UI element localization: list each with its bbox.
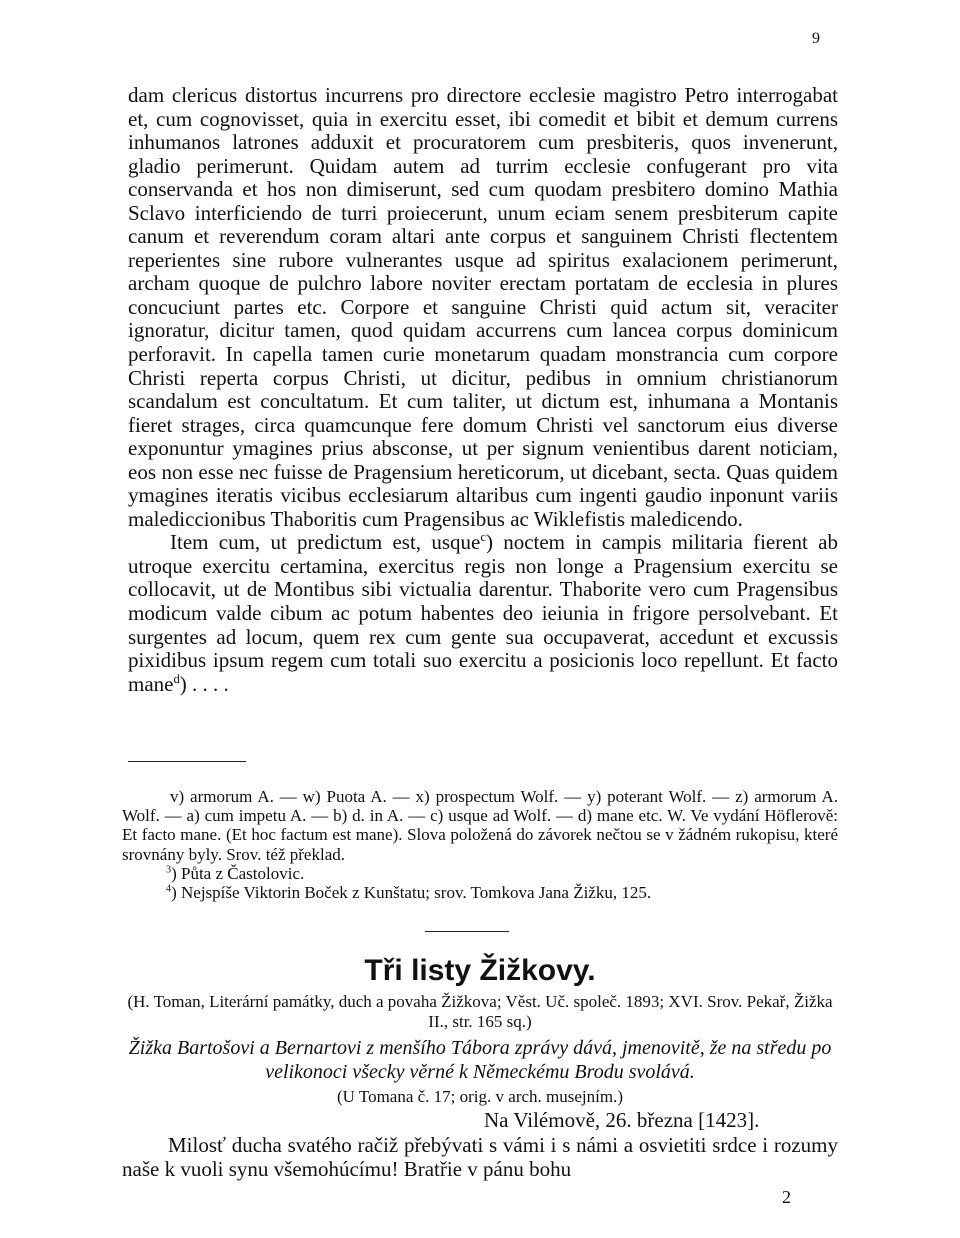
letter-dateline: Na Vilémově, 26. března [1423]. — [484, 1108, 760, 1132]
footnote-ref-d: d — [173, 671, 180, 686]
section-source: (H. Toman, Literární památky, duch a povaha Žižkova; Věst. Uč. společ. 1893; XVI. Srov. Pekař, Žižka II., str. 165 sq.) — [127, 992, 833, 1031]
footnote-4-mark: 4 — [166, 883, 172, 895]
footnote-ref-c: c — [480, 530, 486, 545]
paragraph-2-start: Item cum, ut predictum est, usque — [170, 530, 481, 555]
letter-text — [122, 1134, 838, 1181]
section-divider — [425, 931, 509, 932]
paragraph-2-end: ) . . . . — [179, 671, 229, 696]
letter-paragraph: Milosť ducha svatého račiž přebývati s vámi i s námi a osvietiti srdce i rozumy naše k vuoli synu všemohúcímu! Bratřie v pánu bohu — [122, 1133, 838, 1181]
sheet-number: 2 — [782, 1187, 791, 1207]
letter-origin: (U Tomana č. 17; orig. v arch. musejním.) — [336, 1087, 623, 1106]
footnote-4 — [122, 883, 838, 902]
page-number: 9 — [812, 30, 820, 47]
letter-summary: Žižka Bartošovi a Bernartovi z menšího Tábora zprávy dává, jmenovitě, že na středu po velikonoci všecky věrné k Německému Brodu svolává. — [128, 1037, 832, 1083]
main-text — [128, 84, 838, 696]
section-title: Tři listy Žižkovy. — [364, 954, 596, 987]
footnote-divider — [128, 761, 246, 762]
footnotes — [122, 787, 838, 902]
paragraph-2-body: ) noctem in campis militaria fierent ab utroque exercitu certamina, exercitus regis non longe a Pragensium exercitu se collocavit, ut de Montibus sibi victualia darentur. Thaborite vero cum Pragensibus modicum valde cibum ac potum habentes deo ieiunia in frigore persolvebant. Et surgentes ad locum, quem rex cum gente sua occupaverat, accedunt et excussis pixidibus ipsum regem cum totali suo exercitu a posicionis loco repellunt. Et facto mane — [128, 530, 838, 696]
footnote-3 — [122, 864, 838, 883]
footnote-4-text: ) Nejspíše Viktorin Boček z Kunštatu; srov. Tomkova Jana Žižku, 125. — [171, 883, 652, 903]
variant-notes: v) armorum A. — w) Puota A. — x) prospectum Wolf. — y) poterant Wolf. — z) armorum A. Wolf. — a) cum impetu A. — b) d. in A. — c) usque ad Wolf. — d) mane etc. W. Ve vydání Höflerově: Et facto mane. (Et hoc factum est mane). Slova položená do závorek nečtou se v žádném rukopisu, které srovnány byly. Srov. též překlad. — [122, 787, 838, 864]
paragraph-2 — [128, 531, 838, 696]
paragraph-1: dam clericus distortus incurrens pro directore ecclesie magistro Petro interrogabat et, cum cognovisset, quia in exercitu esset, ibi comedit et bibit et demum currens inhumanos latrones adduxit et procuratorem cum presbiteris, quos invenerunt, gladio perimerunt. Quidam autem ad turrim ecclesie confugerant pro vita conservanda et hos non dimiserunt, sed cum quodam presbitero domino Mathia Sclavo interficiendo de turri proiecerunt, unum eciam senem presbiterum capite canum et reverendum coram altari ante corpus et sanguinem Christi flectentem reperientes sine rubore vulnerantes usque ad spiritus exalacionem perimerunt, archam quoque de pulchro labore noviter erectam portatam de ecclesia in plures concuciunt partes etc. Corpore et sanguine Christi quid actum sit, veraciter ignoratur, dicitur tamen, quod quidam accurrens cum lancea corpus dominicum perforavit. In capella tamen curie monetarum quadam monstrancia cum corpore Christi reperta corpus Christi, ut dicitur, pedibus in omnium christianorum scandalum est concultatum. Et cum taliter, ut dictum est, inhumana a Montanis fieret strages, circa quamcunque fere domum Christi vel sanctorum eius diverse exponuntur ymagines prius absconse, ut per signum venientibus darent noticiam, eos non esse nec fuisse de Pragensium hereticorum, ut dicebant, secta. Quas quidem ymagines iteratis vicibus ecclesiarum altaribus cum ingenti gaudio inponunt variis malediccionibus Thaboritis cum Pragensibus ac Wiklefistis maledicendo. — [128, 83, 838, 531]
footnote-3-mark: 3 — [166, 864, 172, 876]
footnote-3-text: ) Půta z Častolovic. — [171, 863, 305, 883]
